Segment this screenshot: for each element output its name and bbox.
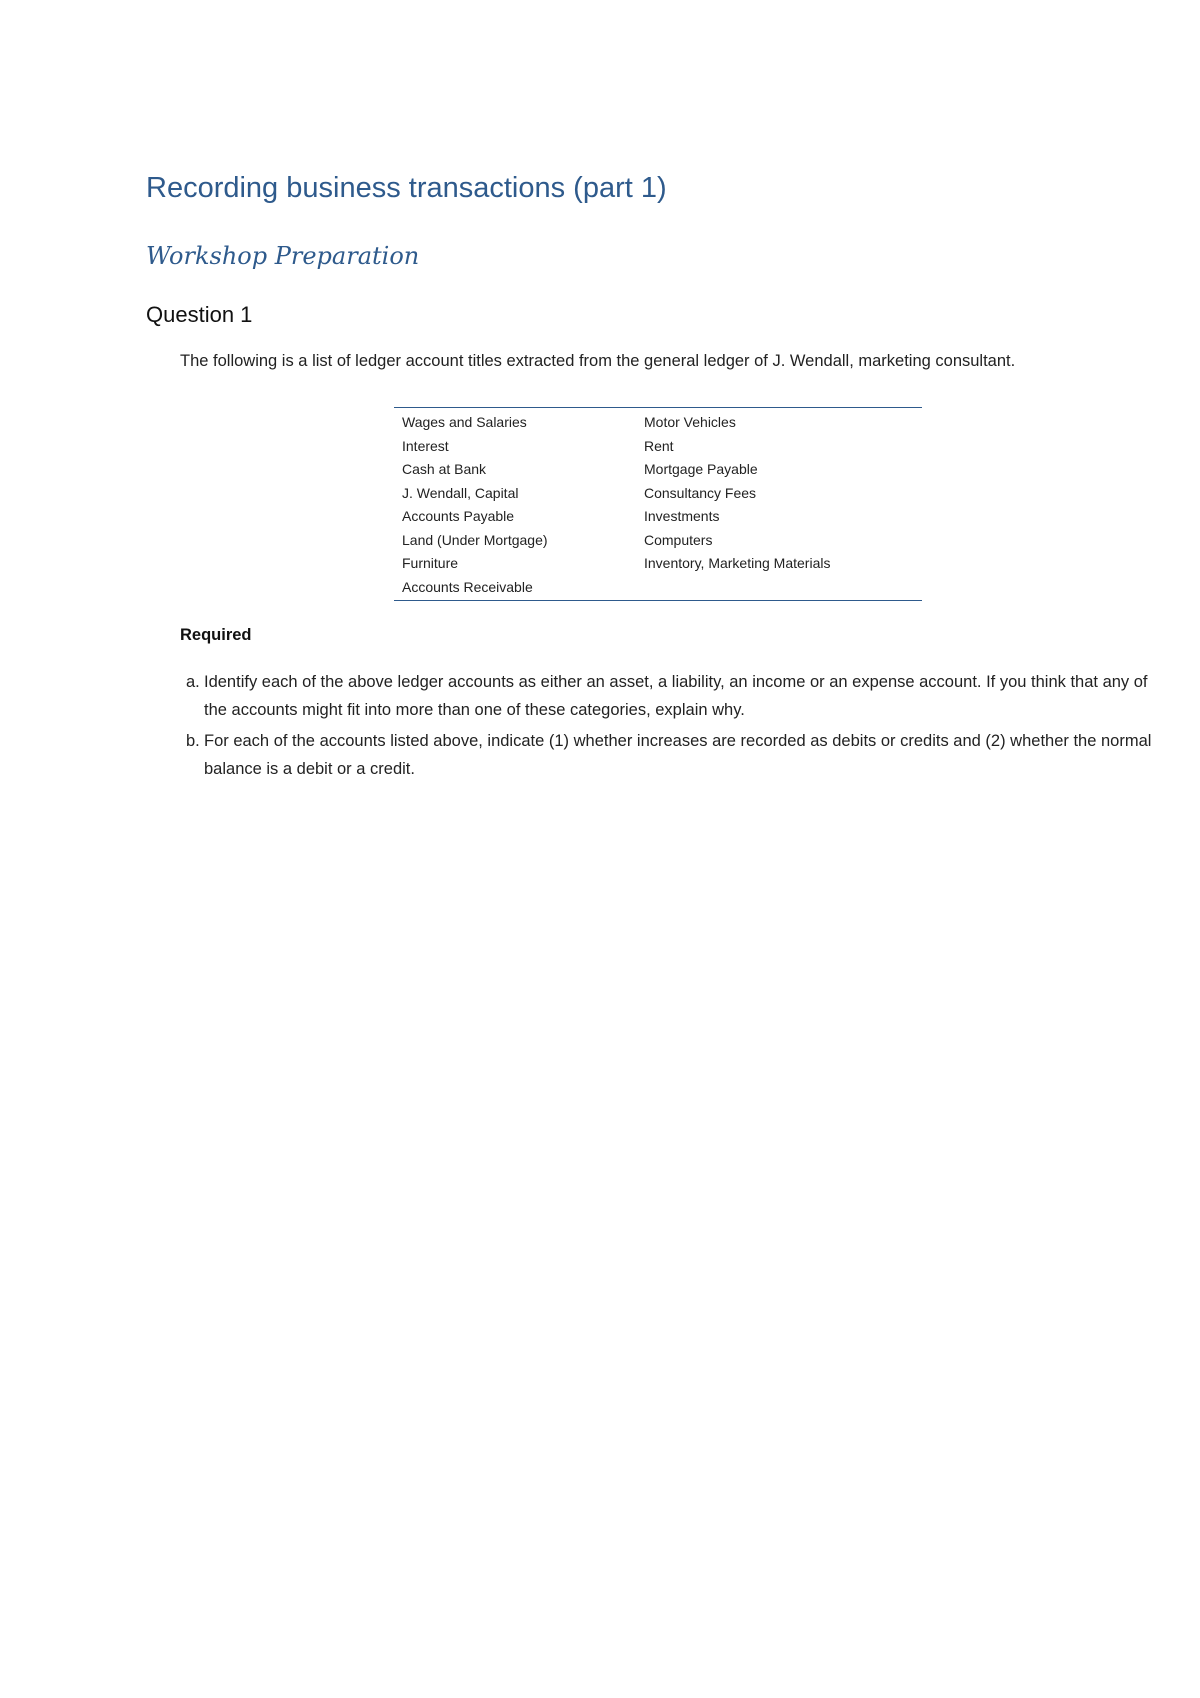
table-row: [394, 529, 922, 553]
required-heading: Required: [180, 626, 252, 644]
document-subtitle: Workshop Preparation: [146, 242, 420, 270]
ledger-cell: Motor Vehicles: [644, 414, 736, 430]
list-item: [186, 727, 1166, 783]
list-item-text: Identify each of the above ledger accounts as either an asset, a liability, an income or an expense account. If you think that any of the accounts might fit into more than one of these categories, explain why.: [204, 673, 1148, 719]
ledger-cell: Consultancy Fees: [644, 484, 757, 501]
document-title: Recording business transactions (part 1): [146, 172, 667, 204]
intro-paragraph: The following is a list of ledger account titles extracted from the general ledger of J. Wendall, marketing consultant.: [180, 352, 1016, 370]
ledger-cell: Accounts Payable: [402, 508, 515, 524]
list-item-text: For each of the accounts listed above, indicate (1) whether increases are recorded as debits or credits and (2) whether the normal balance is a debit or a credit.: [204, 732, 1152, 778]
ledger-cell: Cash at Bank: [402, 461, 487, 477]
ledger-cell: Computers: [644, 531, 713, 548]
list-marker: b.: [186, 732, 200, 750]
table-row: [394, 408, 922, 435]
table-row: [394, 552, 922, 576]
ledger-cell: Furniture: [402, 555, 459, 571]
table-row: [394, 435, 922, 459]
ledger-cell: Investments: [644, 508, 720, 524]
ledger-cell: Mortgage Payable: [644, 461, 758, 477]
ledger-cell: Inventory, Marketing Materials: [644, 555, 831, 571]
table-row: [394, 458, 922, 482]
table-row: [394, 505, 922, 529]
ledger-accounts-table: [394, 407, 922, 601]
ledger-cell: J. Wendall, Capital: [402, 484, 519, 501]
ledger-cell: [636, 576, 922, 601]
list-item: [186, 668, 1166, 724]
list-marker: a.: [186, 673, 200, 691]
ledger-cell: Accounts Receivable: [402, 578, 533, 595]
ledger-cell: Land (Under Mortgage): [402, 531, 548, 548]
ledger-cell: Interest: [402, 437, 449, 454]
table-row: [394, 576, 922, 601]
ledger-cell: Rent: [644, 437, 674, 454]
required-list: [186, 668, 1166, 786]
ledger-cell: Wages and Salaries: [402, 414, 527, 430]
table-row: [394, 482, 922, 506]
question-heading: Question 1: [146, 302, 253, 327]
